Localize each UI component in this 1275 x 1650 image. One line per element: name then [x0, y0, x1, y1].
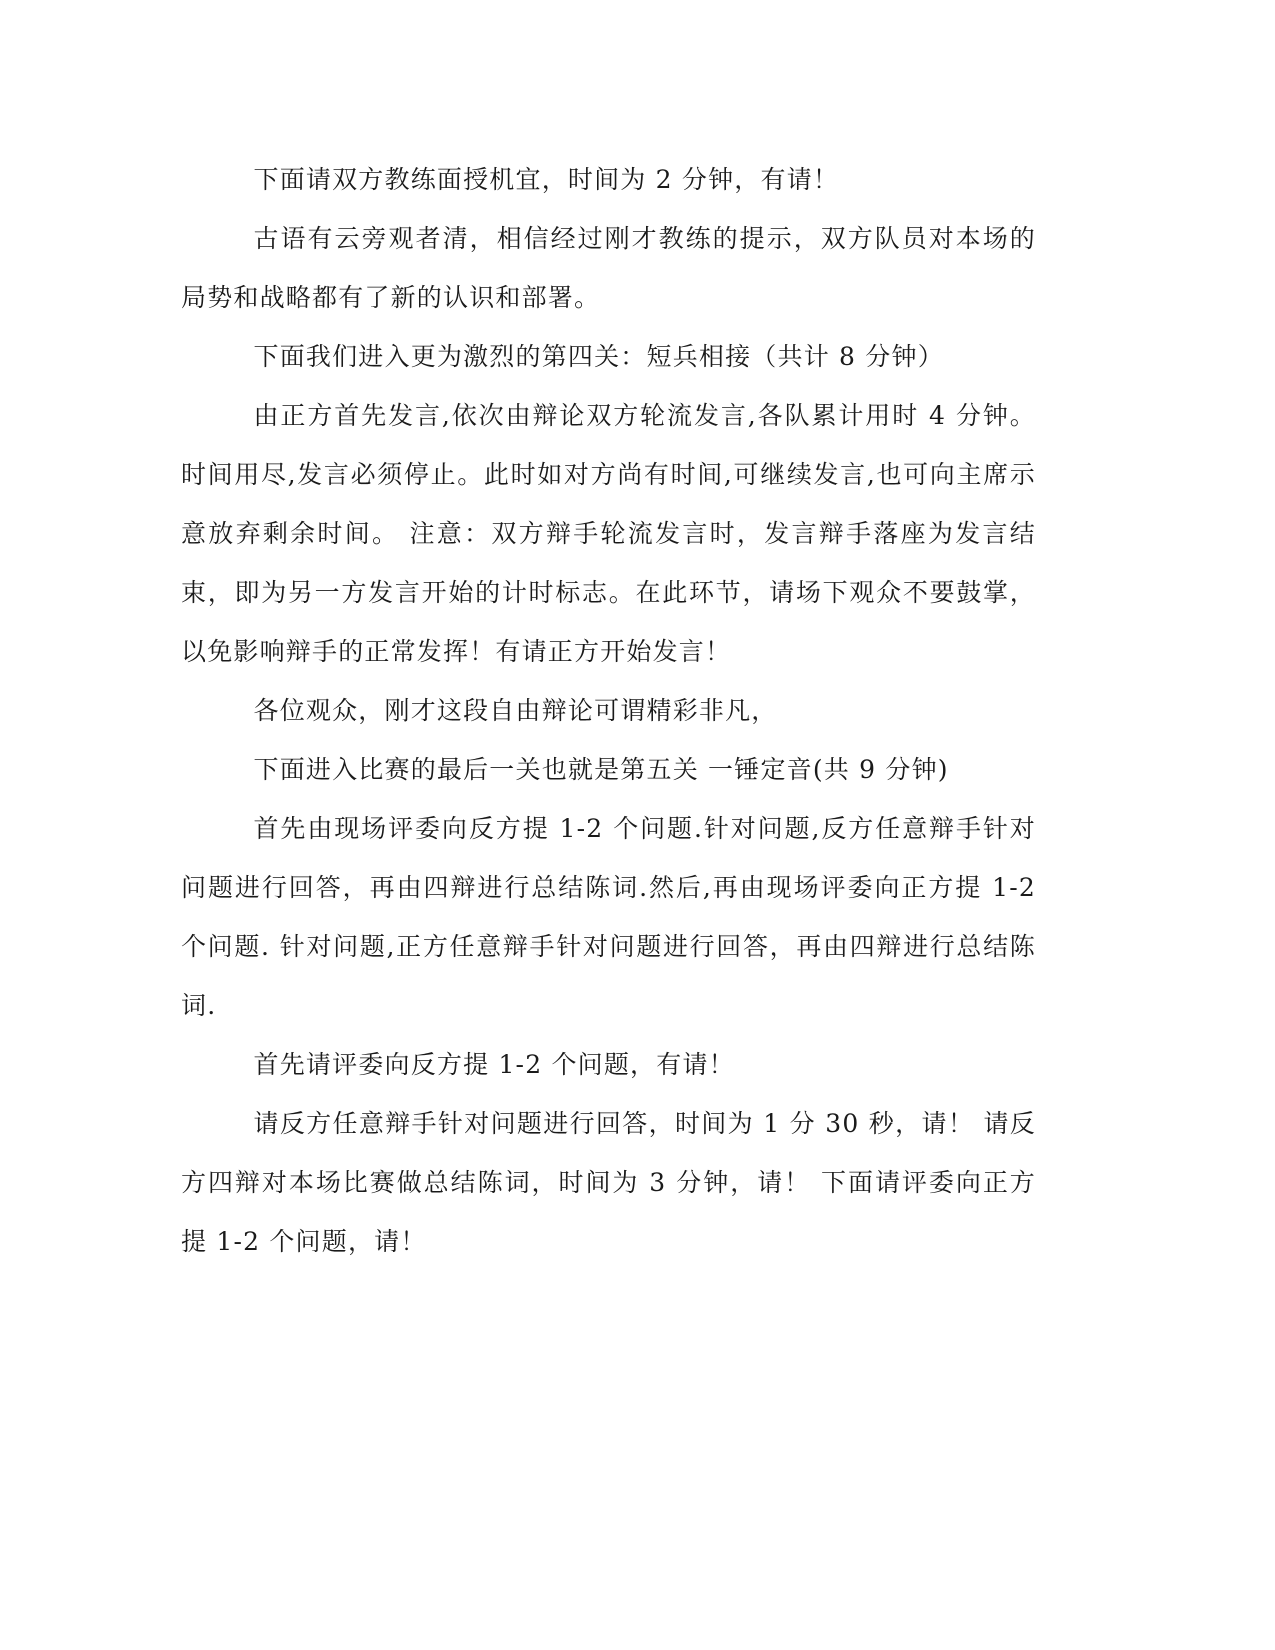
paragraph-stage-five-intro: 下面进入比赛的最后一关也就是第五关 一锤定音(共 9 分钟): [253, 755, 949, 784]
paragraph-bystander-insight: 古语有云旁观者清，相信经过刚才教练的提示，双方队员对本场的局势和战略都有了新的认识和部署。: [181, 224, 1036, 312]
paragraph-stage-four-intro: 下面我们进入更为激烈的第四关：短兵相接（共计 8 分钟）: [253, 342, 944, 371]
paragraph-stage-five-rules: 首先由现场评委向反方提 1-2 个问题.针对问题,反方任意辩手针对问题进行回答，再由四辩进行总结陈词.然后,再由现场评委向正方提 1-2 个问题. 针对问题,正方任意辩手针对问题进行回答，再由四辩进行总结陈词.: [181, 814, 1036, 1020]
paragraph-audience-remark: 各位观众，刚才这段自由辩论可谓精彩非凡，: [253, 696, 778, 725]
paragraph-con-answer-summary: 请反方任意辩手针对问题进行回答，时间为 1 分 30 秒，请！ 请反方四辩对本场比赛做总结陈词，时间为 3 分钟，请！ 下面请评委向正方提 1-2 个问题，请！: [181, 1109, 1036, 1256]
paragraph-coach-guidance: 下面请双方教练面授机宜，时间为 2 分钟，有请！: [253, 165, 840, 194]
paragraph-free-debate-rules: 由正方首先发言,依次由辩论双方轮流发言,各队累计用时 4 分钟。时间用尽,发言必须停止。此时如对方尚有时间,可继续发言,也可向主席示意放弃剩余时间。 注意：双方辩手轮流发言时，发言辩手落座为发言结束，即为另一方发言开始的计时标志。在此环节，请场下观众不要鼓掌，以免影响辩手的正常发挥！有请正方开始发言！: [181, 401, 1036, 666]
paragraph-judge-question-con: 首先请评委向反方提 1-2 个问题，有请！: [253, 1050, 735, 1079]
document-body: [181, 150, 1036, 1271]
